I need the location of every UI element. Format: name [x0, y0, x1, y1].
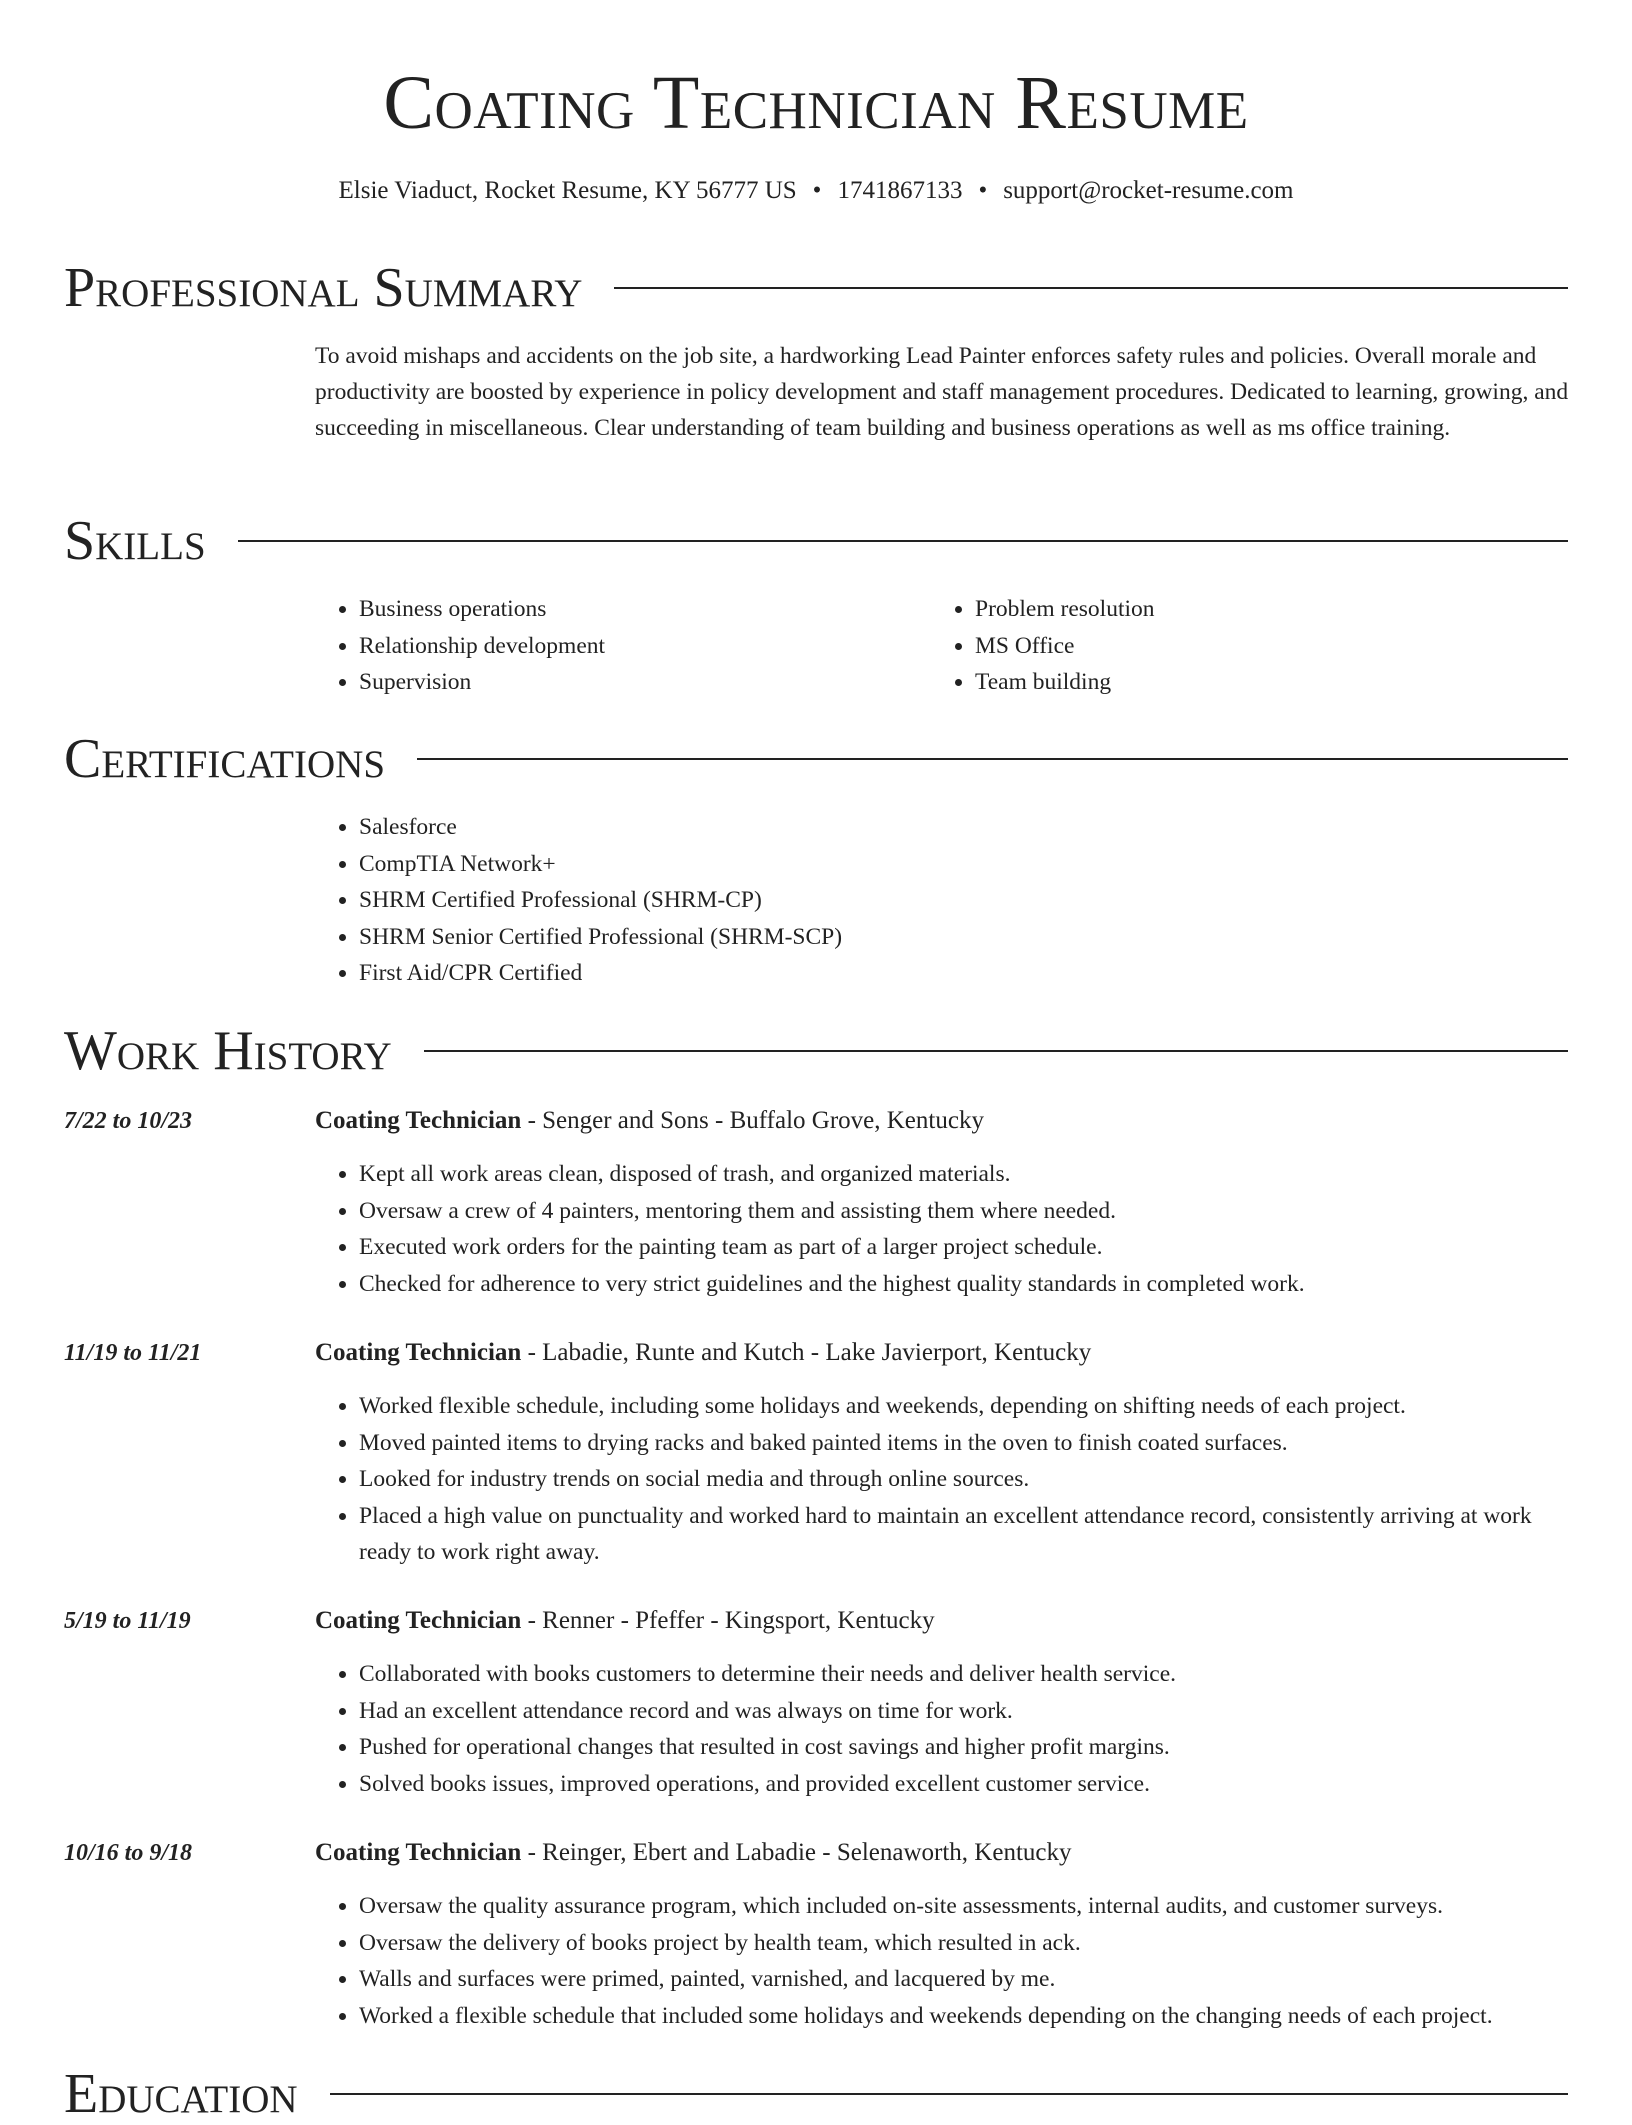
job-bullet: • Worked a flexible schedule that included some holidays and weekends depending on the changing needs of each project.	[359, 1998, 1571, 2035]
contact-address: Elsie Viaduct, Rocket Resume, KY 56777 US	[338, 177, 797, 204]
job-role: Coating Technician	[315, 1839, 522, 1866]
section-divider	[238, 540, 1568, 542]
job-title-line	[315, 1836, 1072, 1870]
job-bullets	[315, 1888, 1571, 2034]
certification-item: • Salesforce	[359, 809, 1559, 846]
job-bullet: • Solved books issues, improved operations, and provided excellent customer service.	[359, 1766, 1571, 1803]
skill-item: • Relationship development	[359, 628, 919, 665]
job-bullet: • Collaborated with books customers to determine their needs and deliver health service.	[359, 1656, 1571, 1693]
section-divider	[330, 2093, 1568, 2095]
education-section-header	[64, 2064, 1568, 2124]
skill-item: • Problem resolution	[975, 591, 1535, 628]
certification-item: • First Aid/CPR Certified	[359, 955, 1559, 992]
job-title-line	[315, 1604, 935, 1638]
job-bullets	[315, 1656, 1571, 1802]
skill-item: • MS Office	[975, 628, 1535, 665]
job-bullet: • Placed a high value on punctuality and worked hard to maintain an excellent attendance record, consistently arriving at work ready to work right away.	[359, 1498, 1571, 1571]
section-divider	[614, 287, 1568, 289]
skills-section-title: Skills	[64, 510, 206, 572]
job-dates: 5/19 to 11/19	[64, 1608, 191, 1634]
certification-item: • CompTIA Network+	[359, 846, 1559, 883]
skills-list-right	[931, 591, 1535, 701]
job-company: - Labadie, Runte and Kutch - Lake Javierport, Kentucky	[521, 1339, 1092, 1366]
summary-section-header	[64, 258, 1568, 318]
job-bullets	[315, 1156, 1571, 1302]
job-bullet: • Moved painted items to drying racks and baked painted items in the oven to finish coated surfaces.	[359, 1425, 1571, 1462]
contact-line	[0, 174, 1632, 208]
summary-text: To avoid mishaps and accidents on the job site, a hardworking Lead Painter enforces safety rules and policies. Overall morale and productivity are boosted by experience in policy development and staff management procedures. Dedicated to learning, growing, and succeeding in miscellaneous. Clear understanding of team building and business operations as well as ms office training.	[315, 343, 1569, 441]
job-title-line	[315, 1104, 984, 1138]
job-bullet: • Oversaw a crew of 4 painters, mentoring them and assisting them where needed.	[359, 1193, 1571, 1230]
certification-item: • SHRM Senior Certified Professional (SHRM-SCP)	[359, 919, 1559, 956]
contact-separator: •	[978, 177, 988, 204]
summary-section-title: Professional Summary	[64, 257, 583, 319]
job-company: - Reinger, Ebert and Labadie - Selenaworth, Kentucky	[521, 1839, 1072, 1866]
contact-separator: •	[812, 177, 822, 204]
job-role: Coating Technician	[315, 1607, 522, 1634]
section-divider	[424, 1050, 1568, 1052]
job-bullet: • Checked for adherence to very strict guidelines and the highest quality standards in completed work.	[359, 1266, 1571, 1303]
certifications-section-title: Certifications	[64, 728, 386, 790]
certification-item: • SHRM Certified Professional (SHRM-CP)	[359, 882, 1559, 919]
job-role: Coating Technician	[315, 1107, 522, 1134]
resume-title: Coating Technician Resume	[383, 61, 1249, 145]
job-dates: 11/19 to 11/21	[64, 1340, 202, 1366]
section-divider	[417, 758, 1568, 760]
work-history-section-title: Work History	[64, 1020, 392, 1082]
job-title-line	[315, 1336, 1091, 1370]
job-dates: 7/22 to 10/23	[64, 1108, 193, 1134]
skill-item: • Supervision	[359, 664, 919, 701]
job-bullet: • Walls and surfaces were primed, painted, varnished, and lacquered by me.	[359, 1961, 1571, 1998]
skill-item: • Team building	[975, 664, 1535, 701]
job-bullet: • Had an excellent attendance record and was always on time for work.	[359, 1693, 1571, 1730]
contact-phone: 1741867133	[837, 177, 963, 204]
job-bullet: • Oversaw the quality assurance program, which included on-site assessments, internal audits, and customer surveys.	[359, 1888, 1571, 1925]
contact-email: support@rocket-resume.com	[1003, 177, 1294, 204]
job-bullet: • Worked flexible schedule, including some holidays and weekends, depending on shifting needs of each project.	[359, 1388, 1571, 1425]
job-bullet: • Executed work orders for the painting team as part of a larger project schedule.	[359, 1229, 1571, 1266]
job-dates: 10/16 to 9/18	[64, 1840, 193, 1866]
job-company: - Senger and Sons - Buffalo Grove, Kentucky	[521, 1107, 984, 1134]
job-bullet: • Kept all work areas clean, disposed of trash, and organized materials.	[359, 1156, 1571, 1193]
job-bullets	[315, 1388, 1571, 1571]
skills-list-left	[315, 591, 919, 701]
job-bullet: • Looked for industry trends on social media and through online sources.	[359, 1461, 1571, 1498]
job-company: - Renner - Pfeffer - Kingsport, Kentucky	[521, 1607, 935, 1634]
education-section-title: Education	[64, 2063, 298, 2125]
job-bullet: • Oversaw the delivery of books project by health team, which resulted in ack.	[359, 1925, 1571, 1962]
skill-item: • Business operations	[359, 591, 919, 628]
job-role: Coating Technician	[315, 1339, 522, 1366]
certifications-section-header	[64, 729, 1568, 789]
skills-section-header	[64, 511, 1568, 571]
work-history-section-header	[64, 1021, 1568, 1081]
certifications-list	[315, 809, 1559, 992]
job-bullet: • Pushed for operational changes that resulted in cost savings and higher profit margins.	[359, 1729, 1571, 1766]
